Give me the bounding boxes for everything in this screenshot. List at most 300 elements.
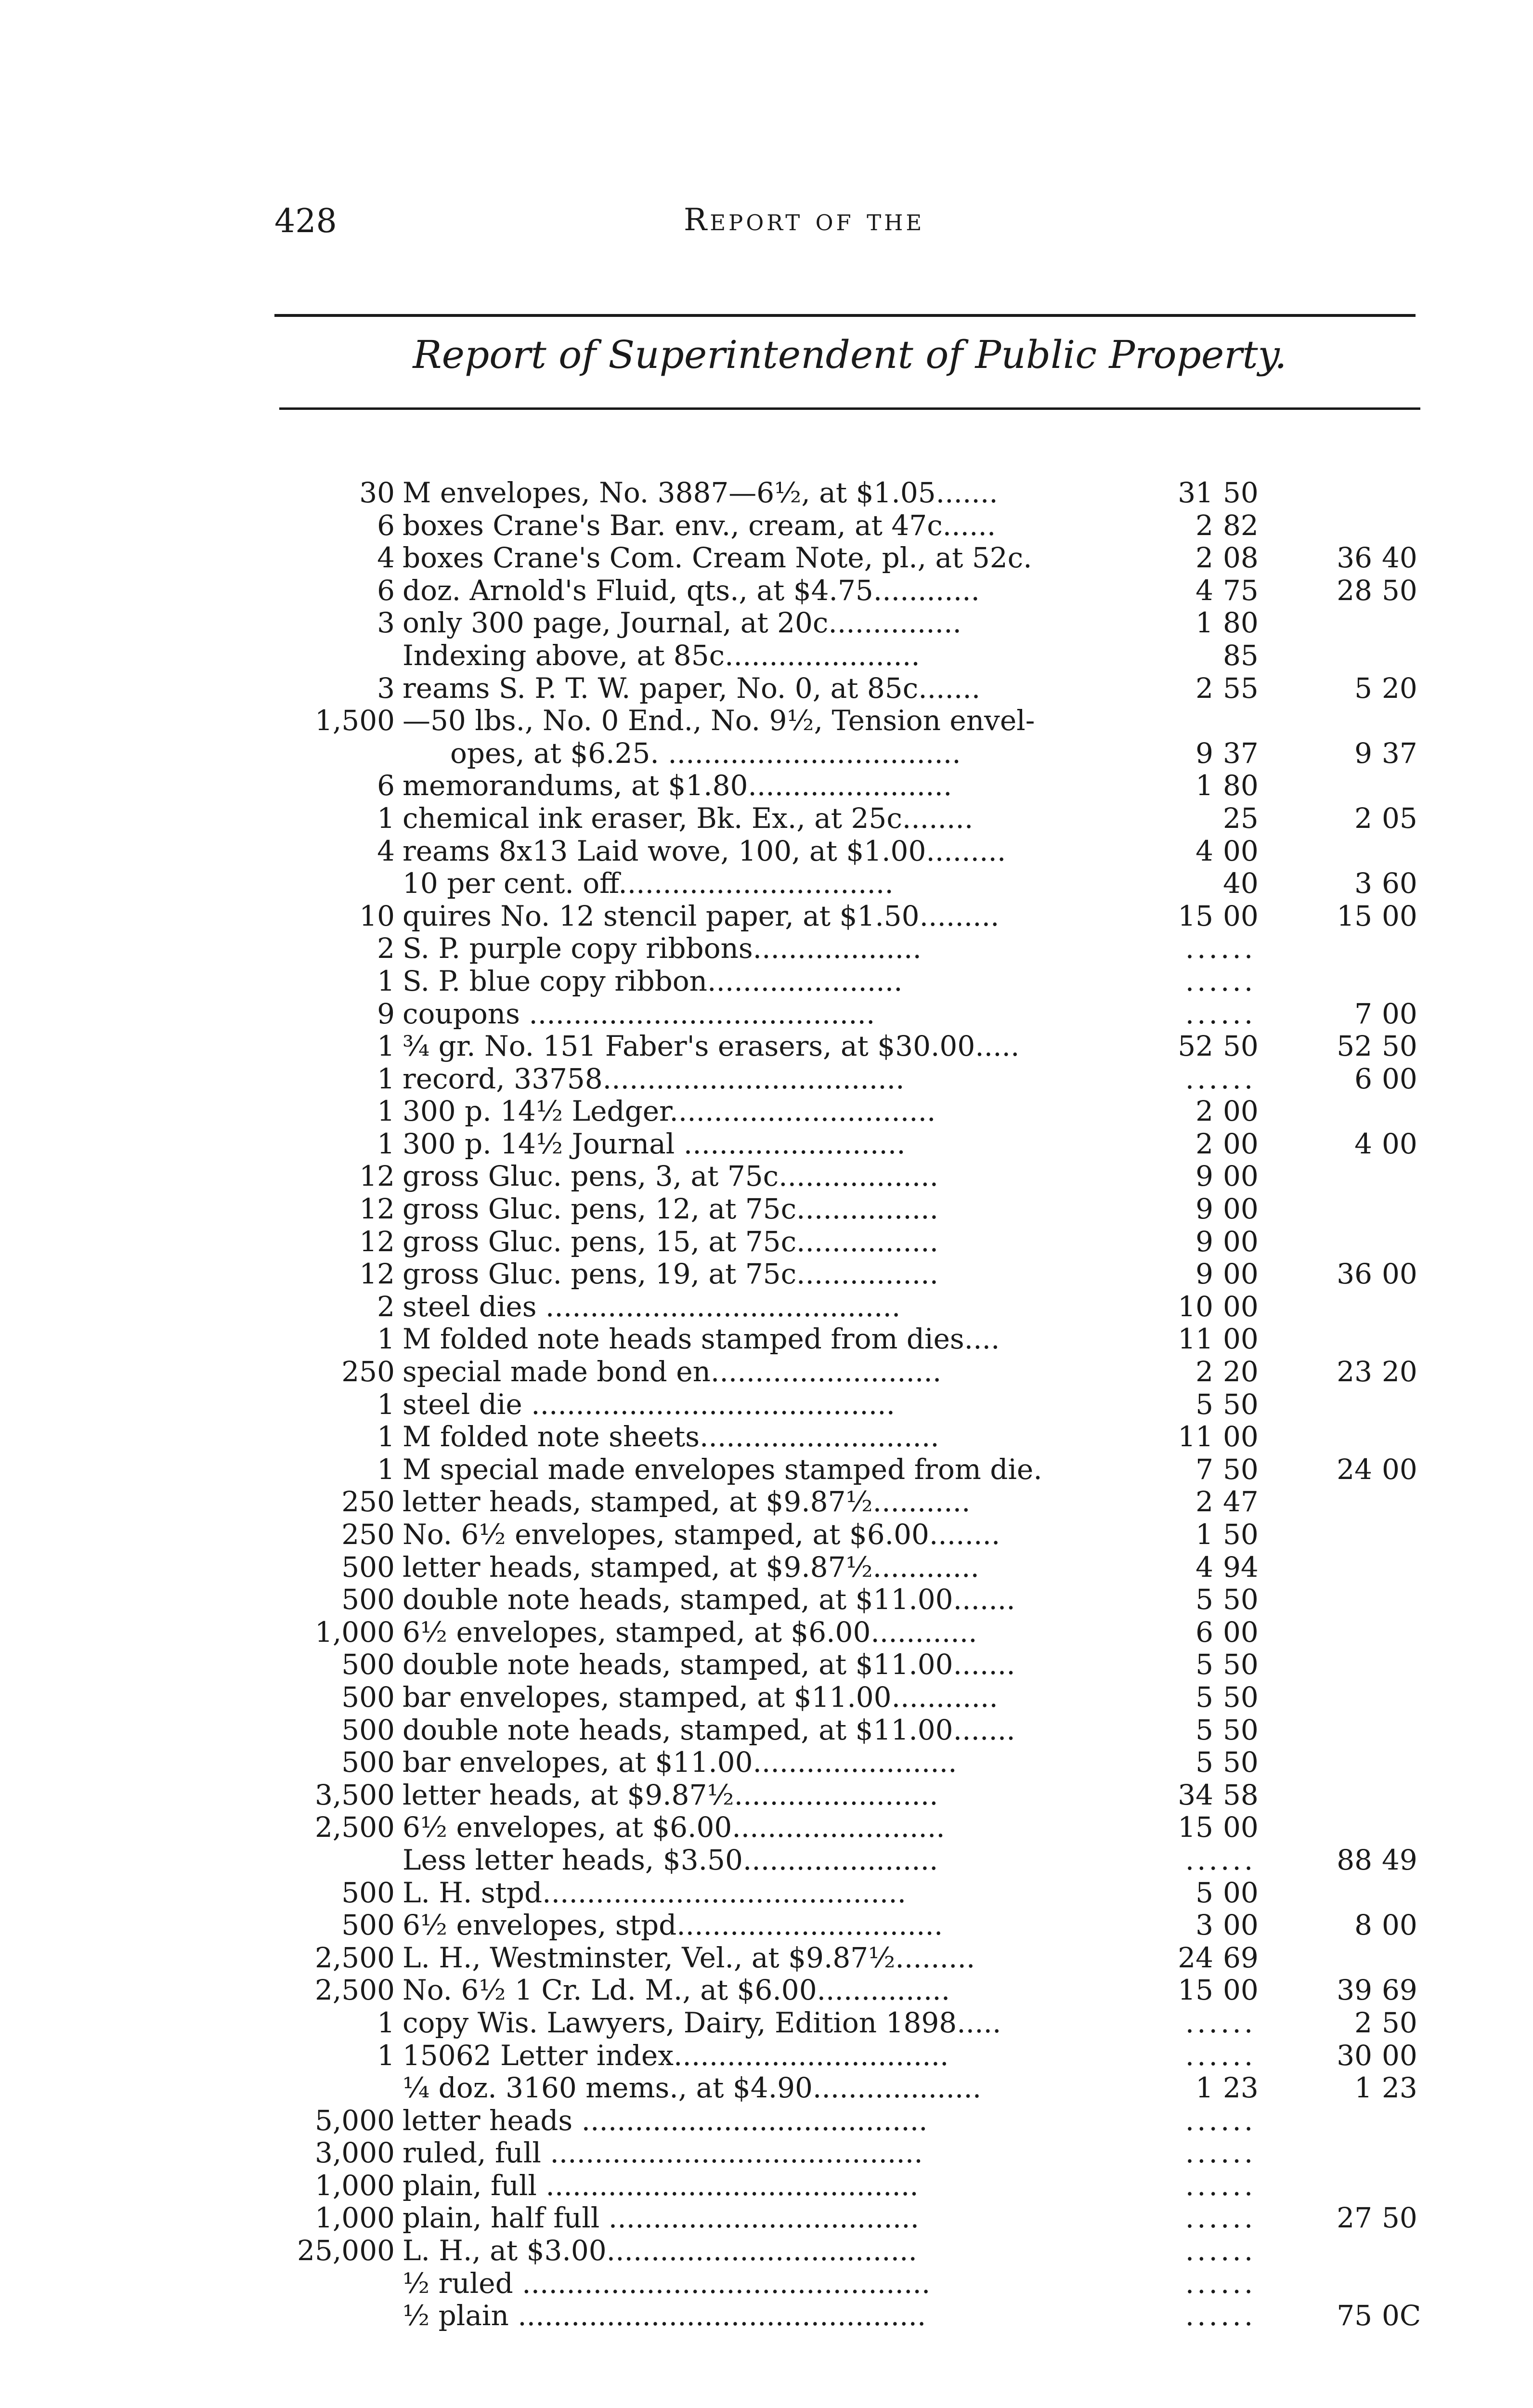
amount-cents: 50: [1382, 574, 1417, 607]
amount-cents: 00: [1223, 1160, 1259, 1193]
amount-dollars: 5: [1195, 1583, 1213, 1616]
amount-dots: ......: [1185, 1062, 1256, 1095]
table-row: [279, 542, 1435, 575]
amount-dollars: 31: [1178, 476, 1213, 509]
amount-dollars: 28: [1337, 574, 1372, 607]
row-description: 6½ envelopes, stpd..............................: [403, 1909, 943, 1942]
table-row: [279, 900, 1435, 933]
row-description: 6½ envelopes, at $6.00........................: [403, 1811, 945, 1844]
amount-dollars: 52: [1337, 1030, 1372, 1063]
amount-dots: ......: [1185, 2136, 1256, 2170]
table-row: [279, 607, 1435, 640]
table-row: [279, 1942, 1435, 1975]
table-row: [279, 1193, 1435, 1226]
row-description: gross Gluc. pens, 19, at 75c................: [403, 1258, 939, 1291]
amount-dollars: 7: [1195, 1453, 1213, 1486]
table-row: [279, 1746, 1435, 1779]
table-row: [279, 2202, 1435, 2235]
amount-cents: 20: [1382, 671, 1417, 705]
row-quantity: 500: [341, 1876, 395, 1909]
amount-cents: 00: [1223, 1257, 1259, 1291]
row-description: ¼ doz. 3160 mems., at $4.90...................: [403, 2072, 982, 2105]
amount-dollars: 52: [1178, 1030, 1213, 1063]
table-row: [279, 2007, 1435, 2040]
row-description: letter heads, stamped, at $9.87½............: [403, 1551, 979, 1584]
row-description: plain, half full ...................................: [403, 2202, 920, 2235]
table-row: [279, 835, 1435, 868]
amount-cents: 0C: [1382, 2299, 1421, 2332]
amount-dollars: 39: [1337, 1974, 1372, 2007]
amount-dollars: 3: [1195, 1909, 1213, 1942]
amount-cents: 00: [1382, 1257, 1417, 1291]
ledger-table: [279, 477, 1435, 2332]
amount-dollars: 2: [1195, 1127, 1213, 1160]
row-quantity: 1: [377, 1095, 395, 1128]
row-quantity: 2,500: [314, 1974, 395, 2007]
amount-dots: ......: [1185, 964, 1256, 997]
table-row: [279, 932, 1435, 965]
section-title: Report of Superintendent of Public Property.: [413, 332, 1287, 377]
amount-dollars: 88: [1337, 1843, 1372, 1876]
amount-dollars: 11: [1178, 1322, 1213, 1356]
table-row: [279, 1453, 1435, 1486]
row-description: S. P. purple copy ribbons...................: [403, 932, 922, 965]
amount-cents: 55: [1223, 671, 1259, 705]
row-quantity: 500: [341, 1909, 395, 1942]
row-quantity: 3: [377, 606, 395, 640]
table-row: [279, 1128, 1435, 1161]
table-row: [279, 1291, 1435, 1323]
row-description: reams 8x13 Laid wove, 100, at $1.00.........: [403, 835, 1006, 867]
table-row: [279, 1714, 1435, 1747]
amount-cents: 50: [1223, 1583, 1259, 1616]
amount-dollars: 15: [1178, 1974, 1213, 2007]
amount-cents: 00: [1223, 1615, 1259, 1649]
amount-dots: ......: [1185, 2039, 1256, 2072]
row-quantity: 1,500: [314, 704, 395, 737]
row-description: bar envelopes, at $11.00.......................: [403, 1746, 957, 1779]
amount-cents: 00: [1223, 1290, 1259, 1323]
table-row: [279, 510, 1435, 542]
table-row: [279, 1681, 1435, 1714]
amount-dots: ......: [1185, 2266, 1256, 2300]
amount-dollars: 24: [1178, 1941, 1213, 1974]
table-row: [279, 2040, 1435, 2072]
table-row: [279, 867, 1435, 900]
amount-dollars: 1: [1195, 769, 1213, 802]
row-description: chemical ink eraser, Bk. Ex., at 25c........: [403, 802, 974, 835]
table-row: [279, 1421, 1435, 1453]
amount-dollars: 2: [1354, 2006, 1372, 2039]
row-description: 10 per cent. off...............................: [403, 867, 894, 900]
amount-dots: ......: [1185, 2169, 1256, 2202]
row-quantity: 6: [377, 509, 395, 542]
row-quantity: 1: [377, 1127, 395, 1160]
amount-cents: 50: [1223, 1713, 1259, 1746]
amount-cents: 25: [1223, 801, 1259, 835]
amount-cents: 80: [1223, 606, 1259, 640]
amount-cents: 00: [1223, 1095, 1259, 1128]
row-description: L. H. stpd.........................................: [403, 1876, 907, 1909]
row-quantity: 500: [341, 1550, 395, 1584]
row-description: M special made envelopes stamped from die.: [403, 1453, 1042, 1486]
row-description: letter heads .......................................: [403, 2104, 928, 2137]
amount-dollars: 36: [1337, 1257, 1372, 1291]
row-description: Less letter heads, $3.50......................: [403, 1844, 938, 1876]
row-quantity: 5,000: [314, 2104, 395, 2137]
amount-cents: 08: [1223, 541, 1259, 575]
amount-dollars: 7: [1354, 997, 1372, 1030]
amount-dollars: 27: [1337, 2201, 1372, 2235]
amount-cents: 49: [1382, 1843, 1417, 1876]
amount-dollars: 15: [1178, 899, 1213, 932]
amount-dollars: 75: [1337, 2299, 1372, 2332]
amount-cents: 00: [1223, 1322, 1259, 1356]
row-quantity: 25,000: [297, 2234, 395, 2267]
table-row: [279, 2267, 1435, 2300]
amount-cents: 23: [1382, 2071, 1417, 2105]
amount-cents: 00: [1382, 1062, 1417, 1095]
amount-cents: 00: [1223, 1192, 1259, 1226]
row-description: gross Gluc. pens, 12, at 75c................: [403, 1193, 939, 1226]
row-quantity: 500: [341, 1583, 395, 1616]
row-quantity: 250: [341, 1485, 395, 1518]
amount-dots: ......: [1185, 2104, 1256, 2137]
row-quantity: 1: [377, 801, 395, 835]
amount-cents: 00: [1223, 1127, 1259, 1160]
row-quantity: 12: [359, 1225, 395, 1258]
row-quantity: 1: [377, 2006, 395, 2039]
row-quantity: 1: [377, 1062, 395, 1095]
amount-dots: ......: [1185, 2234, 1256, 2267]
row-description: boxes Crane's Bar. env., cream, at 47c......: [403, 509, 996, 542]
row-quantity: 1,000: [314, 2169, 395, 2202]
table-row: [279, 705, 1435, 737]
amount-cents: 50: [1223, 1387, 1259, 1421]
amount-cents: 47: [1223, 1485, 1259, 1518]
amount-dollars: 2: [1195, 671, 1213, 705]
row-quantity: 3,500: [314, 1778, 395, 1811]
row-description: L. H., Westminster, Vel., at $9.87½.........: [403, 1941, 975, 1974]
row-description: 300 p. 14½ Journal .........................: [403, 1127, 906, 1160]
amount-cents: 94: [1223, 1550, 1259, 1584]
table-row: [279, 2072, 1435, 2105]
row-quantity: 12: [359, 1257, 395, 1291]
row-quantity: 3: [377, 671, 395, 705]
table-row: [279, 1095, 1435, 1128]
row-description: M folded note sheets...........................: [403, 1421, 939, 1453]
amount-dollars: 5: [1195, 1680, 1213, 1714]
amount-dollars: 23: [1337, 1355, 1372, 1388]
amount-cents: 00: [1223, 1811, 1259, 1844]
amount-cents: 50: [1223, 1648, 1259, 1681]
amount-cents: 05: [1382, 801, 1417, 835]
table-row: [279, 640, 1435, 672]
row-quantity: 500: [341, 1713, 395, 1746]
row-description: opes, at $6.25. .................................: [450, 737, 961, 770]
row-description: No. 6½ 1 Cr. Ld. M., at $6.00...............: [403, 1974, 950, 2007]
amount-dollars: 2: [1195, 1485, 1213, 1518]
amount-cents: 80: [1223, 769, 1259, 802]
row-quantity: 500: [341, 1746, 395, 1779]
amount-dollars: 6: [1354, 1062, 1372, 1095]
row-quantity: 250: [341, 1355, 395, 1388]
row-description: 300 p. 14½ Ledger..............................: [403, 1095, 936, 1128]
row-quantity: 9: [377, 997, 395, 1030]
row-description: steel die .........................................: [403, 1388, 896, 1421]
amount-dollars: 34: [1178, 1778, 1213, 1811]
amount-cents: 50: [1382, 2006, 1417, 2039]
table-row: [279, 1811, 1435, 1844]
amount-dollars: 9: [1195, 1192, 1213, 1226]
amount-dollars: 6: [1195, 1615, 1213, 1649]
amount-dots: ......: [1185, 1843, 1256, 1876]
table-row: [279, 2105, 1435, 2137]
amount-cents: 00: [1223, 834, 1259, 867]
table-row: [279, 737, 1435, 770]
amount-cents: 75: [1223, 574, 1259, 607]
row-quantity: 500: [341, 1648, 395, 1681]
row-description: double note heads, stamped, at $11.00.......: [403, 1649, 1015, 1681]
table-row: [279, 1616, 1435, 1649]
amount-cents: 00: [1382, 1127, 1417, 1160]
row-description: 6½ envelopes, stamped, at $6.00............: [403, 1616, 977, 1649]
row-description: letter heads, stamped, at $9.87½...........: [403, 1486, 971, 1518]
row-quantity: 12: [359, 1192, 395, 1226]
amount-dots: ......: [1185, 2006, 1256, 2039]
amount-cents: 50: [1382, 1030, 1417, 1063]
row-quantity: 2,500: [314, 1941, 395, 1974]
amount-cents: 50: [1223, 1453, 1259, 1486]
table-row: [279, 1518, 1435, 1551]
row-quantity: 2,500: [314, 1811, 395, 1844]
row-quantity: 6: [377, 574, 395, 607]
table-row: [279, 1356, 1435, 1388]
amount-dots: ......: [1185, 2299, 1256, 2332]
row-description: M envelopes, No. 3887—6½, at $1.05.......: [403, 477, 998, 509]
amount-dollars: 36: [1337, 541, 1372, 575]
row-description: doz. Arnold's Fluid, qts., at $4.75............: [403, 574, 980, 607]
table-row: [279, 1877, 1435, 1910]
row-description: S. P. blue copy ribbon......................: [403, 965, 903, 997]
amount-cents: 50: [1223, 1030, 1259, 1063]
row-quantity: 10: [359, 899, 395, 932]
amount-dollars: 2: [1195, 1355, 1213, 1388]
amount-dollars: 1: [1354, 2071, 1372, 2105]
table-row: [279, 1649, 1435, 1681]
amount-cents: 00: [1223, 1974, 1259, 2007]
row-quantity: 2: [377, 932, 395, 965]
amount-dots: ......: [1185, 932, 1256, 965]
row-quantity: 4: [377, 541, 395, 575]
row-quantity: 1: [377, 2039, 395, 2072]
row-description: Indexing above, at 85c......................: [403, 639, 920, 672]
table-row: [279, 1388, 1435, 1421]
table-row: [279, 1063, 1435, 1096]
amount-dollars: 5: [1195, 1876, 1213, 1909]
amount-cents: 00: [1223, 899, 1259, 932]
row-description: plain, full ..........................................: [403, 2169, 919, 2202]
amount-dollars: 5: [1195, 1648, 1213, 1681]
amount-dollars: 5: [1195, 1713, 1213, 1746]
row-description: coupons .......................................: [403, 997, 875, 1030]
amount-cents: 82: [1223, 509, 1259, 542]
row-description: steel dies ........................................: [403, 1290, 901, 1323]
row-description: L. H., at $3.00...................................: [403, 2235, 917, 2267]
amount-cents: 00: [1223, 1420, 1259, 1453]
amount-cents: 00: [1382, 2039, 1417, 2072]
row-quantity: 500: [341, 1680, 395, 1714]
row-description: gross Gluc. pens, 3, at 75c..................: [403, 1160, 939, 1193]
row-quantity: 2: [377, 1290, 395, 1323]
table-row: [279, 965, 1435, 998]
amount-dollars: 2: [1354, 801, 1372, 835]
table-row: [279, 2235, 1435, 2267]
amount-dollars: 30: [1337, 2039, 1372, 2072]
amount-cents: 50: [1223, 476, 1259, 509]
row-description: ½ plain ..............................................: [403, 2300, 926, 2332]
amount-cents: 40: [1223, 867, 1259, 900]
amount-dollars: 4: [1354, 1127, 1372, 1160]
amount-dollars: 3: [1354, 867, 1372, 900]
row-description: letter heads, at $9.87½.......................: [403, 1779, 938, 1811]
amount-dots: ......: [1185, 2201, 1256, 2235]
table-row: [279, 575, 1435, 607]
row-quantity: 12: [359, 1160, 395, 1193]
row-description: bar envelopes, stamped, at $11.00............: [403, 1681, 998, 1714]
amount-dollars: 1: [1195, 1518, 1213, 1551]
table-row: [279, 770, 1435, 802]
amount-dollars: 2: [1195, 1095, 1213, 1128]
row-description: record, 33758..................................: [403, 1062, 905, 1095]
amount-dollars: 5: [1354, 671, 1372, 705]
table-row: [279, 2300, 1435, 2332]
table-row: [279, 2170, 1435, 2202]
row-description: reams S. P. T. W. paper, No. 0, at 85c.......: [403, 672, 981, 705]
amount-cents: 37: [1223, 736, 1259, 770]
row-quantity: 1: [377, 1387, 395, 1421]
bottom-rule: [279, 407, 1420, 410]
table-row: [279, 998, 1435, 1031]
page-number: 428: [274, 202, 337, 240]
row-quantity: 1: [377, 1030, 395, 1063]
top-rule: [274, 314, 1416, 317]
amount-dollars: 9: [1195, 1257, 1213, 1291]
amount-cents: 00: [1382, 899, 1417, 932]
amount-cents: 50: [1223, 1518, 1259, 1551]
row-quantity: 6: [377, 769, 395, 802]
amount-dollars: 9: [1195, 736, 1213, 770]
table-row: [279, 1160, 1435, 1193]
row-description: memorandums, at $1.80.......................: [403, 770, 952, 802]
table-row: [279, 1779, 1435, 1812]
amount-dots: ......: [1185, 997, 1256, 1030]
amount-cents: 50: [1223, 1680, 1259, 1714]
amount-cents: 00: [1223, 1909, 1259, 1942]
row-quantity: 1: [377, 964, 395, 997]
amount-cents: 00: [1223, 1225, 1259, 1258]
table-row: [279, 1844, 1435, 1877]
amount-dollars: 8: [1354, 1909, 1372, 1942]
amount-dollars: 11: [1178, 1420, 1213, 1453]
amount-dollars: 2: [1195, 541, 1213, 575]
amount-dollars: 15: [1337, 899, 1372, 932]
table-row: [279, 1909, 1435, 1942]
amount-dollars: 4: [1195, 834, 1213, 867]
amount-dollars: 5: [1195, 1387, 1213, 1421]
row-description: ½ ruled ..............................................: [403, 2267, 931, 2300]
row-description: —50 lbs., No. 0 End., No. 9½, Tension envel-: [403, 705, 1035, 737]
table-row: [279, 1584, 1435, 1616]
amount-cents: 69: [1382, 1974, 1417, 2007]
row-description: special made bond en..........................: [403, 1356, 942, 1388]
row-quantity: 4: [377, 834, 395, 867]
table-row: [279, 2137, 1435, 2170]
amount-cents: 69: [1223, 1941, 1259, 1974]
amount-cents: 58: [1223, 1778, 1259, 1811]
table-row: [279, 802, 1435, 835]
row-description: ¾ gr. No. 151 Faber's erasers, at $30.00.....: [403, 1030, 1020, 1063]
row-quantity: 1: [377, 1453, 395, 1486]
row-description: 15062 Letter index...............................: [403, 2039, 949, 2072]
table-row: [279, 477, 1435, 510]
row-description: double note heads, stamped, at $11.00.......: [403, 1584, 1015, 1616]
amount-dollars: 1: [1195, 606, 1213, 640]
amount-dollars: 10: [1178, 1290, 1213, 1323]
amount-dollars: 24: [1337, 1453, 1372, 1486]
amount-cents: 20: [1382, 1355, 1417, 1388]
amount-cents: 85: [1223, 639, 1259, 672]
amount-cents: 23: [1223, 2071, 1259, 2105]
row-description: M folded note heads stamped from dies....: [403, 1323, 1000, 1356]
amount-cents: 00: [1382, 1909, 1417, 1942]
amount-dollars: 1: [1195, 2071, 1213, 2105]
amount-cents: 50: [1223, 1746, 1259, 1779]
amount-dollars: 4: [1195, 1550, 1213, 1584]
row-description: boxes Crane's Com. Cream Note, pl., at 52c.: [403, 542, 1032, 575]
amount-dollars: 15: [1178, 1811, 1213, 1844]
row-quantity: 1: [377, 1322, 395, 1356]
row-description: double note heads, stamped, at $11.00.......: [403, 1714, 1015, 1746]
amount-cents: 20: [1223, 1355, 1259, 1388]
amount-cents: 00: [1382, 997, 1417, 1030]
row-quantity: 1,000: [314, 2201, 395, 2235]
row-description: gross Gluc. pens, 15, at 75c................: [403, 1225, 939, 1258]
row-quantity: 250: [341, 1518, 395, 1551]
amount-dollars: 4: [1195, 574, 1213, 607]
table-row: [279, 1323, 1435, 1356]
table-row: [279, 1226, 1435, 1258]
row-description: ruled, full ..........................................: [403, 2137, 923, 2170]
amount-cents: 00: [1382, 1453, 1417, 1486]
amount-cents: 60: [1382, 867, 1417, 900]
amount-dollars: 5: [1195, 1746, 1213, 1779]
row-description: only 300 page, Journal, at 20c...............: [403, 607, 961, 640]
amount-cents: 50: [1382, 2201, 1417, 2235]
table-row: [279, 1551, 1435, 1584]
amount-dollars: 2: [1195, 509, 1213, 542]
row-description: No. 6½ envelopes, stamped, at $6.00........: [403, 1518, 1000, 1551]
row-quantity: 1,000: [314, 1615, 395, 1649]
row-description: copy Wis. Lawyers, Dairy, Edition 1898.....: [403, 2006, 1001, 2039]
amount-dollars: 9: [1195, 1225, 1213, 1258]
table-row: [279, 1486, 1435, 1518]
row-quantity: 30: [359, 476, 395, 509]
running-title: Report of the: [684, 202, 925, 238]
table-row: [279, 672, 1435, 705]
amount-dollars: 9: [1195, 1160, 1213, 1193]
table-row: [279, 1258, 1435, 1291]
